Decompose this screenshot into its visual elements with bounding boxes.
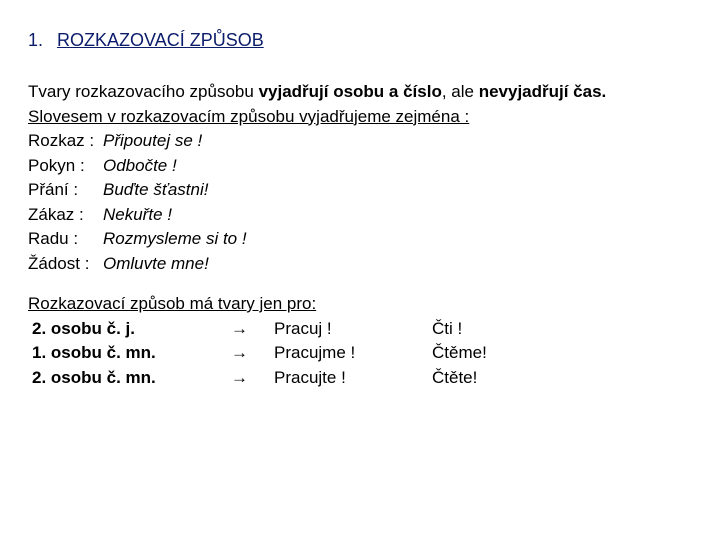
form-person: 2. osobu č. mn. (32, 367, 156, 387)
form-example-2: Čtěme! (432, 343, 487, 362)
form-example: Pracujme ! (274, 343, 356, 362)
arrow-right-icon: → (231, 367, 248, 387)
title-number: 1. (28, 30, 44, 50)
example-label: Rozkaz : (28, 131, 95, 150)
intro-text-2: , ale (441, 82, 479, 101)
example-value: Odbočte ! (103, 155, 177, 175)
intro-section (28, 80, 606, 276)
arrow-right-icon: → (231, 343, 248, 362)
example-label: Přání : (28, 180, 79, 199)
example-label: Radu : (28, 229, 79, 248)
intro-sentence (28, 80, 606, 105)
arrow-right-icon: → (231, 318, 248, 338)
forms-title: Rozkazovací způsob má tvary jen pro: (28, 294, 317, 313)
intro-bold-2: nevyjadřují čas. (478, 82, 607, 101)
form-row (28, 317, 463, 342)
example-label: Pokyn : (28, 155, 85, 175)
form-example-2: Čti ! (432, 318, 463, 338)
example-row (28, 154, 606, 179)
title-text: ROZKAZOVACÍ ZPŮSOB (57, 30, 264, 50)
example-row (28, 227, 606, 252)
example-value: Připoutej se ! (103, 131, 203, 150)
form-row (28, 341, 487, 366)
form-example-2: Čtěte! (432, 367, 478, 387)
intro-text-1: Tvary rozkazovacího způsobu (28, 82, 259, 101)
form-row (28, 366, 478, 391)
example-row (28, 178, 606, 203)
forms-section (28, 292, 487, 390)
intro-bold-1: vyjadřují osobu a číslo (258, 82, 442, 101)
form-person: 2. osobu č. j. (32, 318, 135, 338)
form-person: 1. osobu č. mn. (32, 343, 156, 362)
example-value: Nekuřte ! (103, 204, 172, 224)
page-title (28, 28, 264, 52)
example-row (28, 129, 606, 154)
example-row (28, 203, 606, 228)
form-example: Pracuj ! (274, 318, 332, 338)
form-example: Pracujte ! (274, 367, 346, 387)
example-value: Omluvte mne! (103, 253, 209, 273)
example-row (28, 252, 606, 277)
example-label: Žádost : (28, 253, 90, 273)
usage-line: Slovesem v rozkazovacím způsobu vyjadřujeme zejména : (28, 106, 470, 126)
example-label: Zákaz : (28, 204, 84, 224)
example-value: Rozmysleme si to ! (103, 229, 247, 248)
example-value: Buďte šťastni! (103, 180, 209, 199)
